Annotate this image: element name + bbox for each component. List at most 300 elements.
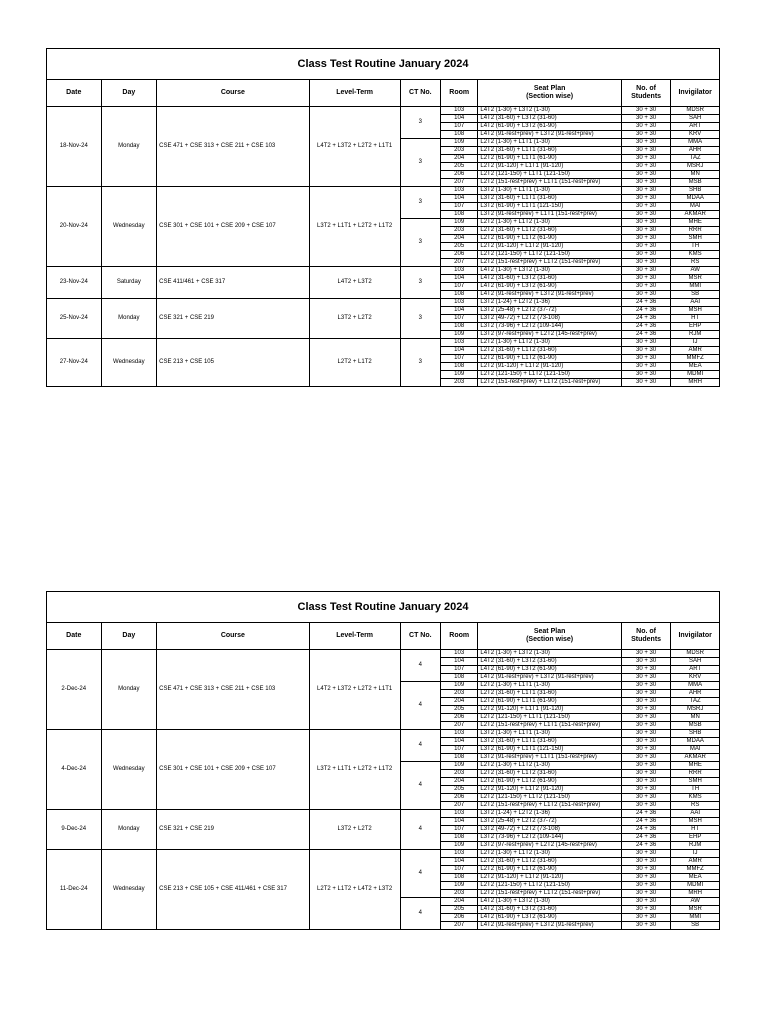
seat-plan-cell: L2T2 (121-150) + L1T2 (121-150) — [478, 371, 621, 379]
students-cell: 30 + 30 — [621, 115, 671, 123]
invigilator-cell: MMFZ — [671, 355, 720, 363]
table-row — [47, 187, 720, 195]
seat-plan-cell: L3T2 (1-24) + L2T2 (1-36) — [478, 299, 621, 307]
seat-plan-cell: L4T2 (91-rest+prev) + L3T2 (91-rest+prev) — [478, 674, 621, 682]
students-cell: 30 + 30 — [621, 283, 671, 291]
header-seat-plan: Seat Plan (Section wise) — [478, 623, 621, 650]
day-cell: Monday — [101, 650, 157, 730]
students-cell: 30 + 30 — [621, 650, 671, 658]
title-row — [47, 49, 720, 80]
seat-plan-cell: L2T2 (91-120) + L1T2 (91-120) — [478, 363, 621, 371]
students-cell: 30 + 30 — [621, 147, 671, 155]
date-cell: 25-Nov-24 — [47, 299, 102, 339]
students-cell: 30 + 30 — [621, 211, 671, 219]
students-cell: 24 + 36 — [621, 810, 671, 818]
seat-plan-cell: L2T2 (121-150) + L1T2 (121-150) — [478, 251, 621, 259]
invigilator-cell: RJM — [671, 842, 720, 850]
room-cell: 104 — [441, 818, 478, 826]
seat-plan-cell: L4T2 (1-30) + L3T2 (1-30) — [478, 107, 621, 115]
seat-plan-cell: L2T2 (151-rest+prev) + L1T1 (151-rest+prev) — [478, 722, 621, 730]
invigilator-cell: MAI — [671, 746, 720, 754]
seat-plan-cell: L2T2 (31-60) + L1T1 (31-60) — [478, 690, 621, 698]
ct-no-cell: 4 — [400, 730, 440, 762]
seat-plan-cell: L2T2 (31-60) + L1T2 (31-60) — [478, 858, 621, 866]
invigilator-cell: AHR — [671, 690, 720, 698]
title-row — [47, 592, 720, 623]
level-term-cell: L4T2 + L3T2 + L2T2 + L1T1 — [309, 107, 400, 187]
invigilator-cell: MRH — [671, 890, 720, 898]
date-cell: 20-Nov-24 — [47, 187, 102, 267]
seat-plan-cell: L2T2 (151-rest+prev) + L1T2 (151-rest+prev) — [478, 259, 621, 267]
invigilator-cell: AW — [671, 267, 720, 275]
header-row — [47, 80, 720, 107]
day-cell: Monday — [101, 299, 157, 339]
invigilator-cell: MSH — [671, 818, 720, 826]
room-cell: 206 — [441, 251, 478, 259]
room-cell: 205 — [441, 243, 478, 251]
seat-plan-cell: L3T2 (73-96) + L2T2 (109-144) — [478, 834, 621, 842]
room-cell: 107 — [441, 283, 478, 291]
level-term-cell: L4T2 + L3T2 + L2T2 + L1T1 — [309, 650, 400, 730]
students-cell: 30 + 30 — [621, 259, 671, 267]
students-cell: 30 + 30 — [621, 690, 671, 698]
ct-no-cell: 3 — [400, 219, 440, 267]
seat-plan-cell: L3T2 (97-rest+prev) + L2T2 (145-rest+prev) — [478, 331, 621, 339]
seat-plan-cell: L4T2 (61-90) + L3T2 (61-90) — [478, 123, 621, 131]
date-cell: 23-Nov-24 — [47, 267, 102, 299]
course-cell: CSE 321 + CSE 219 — [157, 810, 310, 850]
header-seat-plan: Seat Plan (Section wise) — [478, 80, 621, 107]
level-term-cell: L3T2 + L1T1 + L2T2 + L1T2 — [309, 730, 400, 810]
seat-plan-cell: L3T2 (25-48) + L2T2 (37-72) — [478, 307, 621, 315]
invigilator-cell: MMI — [671, 914, 720, 922]
invigilator-cell: IJ — [671, 850, 720, 858]
students-cell: 30 + 30 — [621, 762, 671, 770]
room-cell: 103 — [441, 810, 478, 818]
students-cell: 30 + 30 — [621, 658, 671, 666]
room-cell: 203 — [441, 147, 478, 155]
invigilator-cell: MSB — [671, 179, 720, 187]
room-cell: 107 — [441, 355, 478, 363]
invigilator-cell: MDMI — [671, 882, 720, 890]
seat-plan-cell: L3T2 (1-24) + L2T2 (1-36) — [478, 810, 621, 818]
students-cell: 30 + 30 — [621, 714, 671, 722]
level-term-cell: L2T2 + L1T2 — [309, 339, 400, 387]
room-cell: 107 — [441, 203, 478, 211]
seat-plan-cell: L3T2 (73-96) + L2T2 (109-144) — [478, 323, 621, 331]
seat-plan-cell: L2T2 (1-30) + L1T2 (1-30) — [478, 850, 621, 858]
room-cell: 203 — [441, 227, 478, 235]
seat-plan-cell: L3T2 (49-72) + L2T2 (73-108) — [478, 826, 621, 834]
table-title: Class Test Routine January 2024 — [47, 592, 720, 623]
students-cell: 30 + 30 — [621, 291, 671, 299]
room-cell: 204 — [441, 898, 478, 906]
students-cell: 30 + 30 — [621, 227, 671, 235]
room-cell: 109 — [441, 331, 478, 339]
room-cell: 109 — [441, 682, 478, 690]
students-cell: 30 + 30 — [621, 674, 671, 682]
header-room: Room — [441, 80, 478, 107]
students-cell: 30 + 30 — [621, 794, 671, 802]
room-cell: 104 — [441, 347, 478, 355]
students-cell: 30 + 30 — [621, 682, 671, 690]
students-cell: 30 + 30 — [621, 922, 671, 930]
students-cell: 30 + 30 — [621, 339, 671, 347]
room-cell: 103 — [441, 650, 478, 658]
date-cell: 2-Dec-24 — [47, 650, 102, 730]
students-cell: 30 + 30 — [621, 890, 671, 898]
seat-plan-cell: L2T2 (151-rest+prev) + L1T1 (151-rest+prev) — [478, 179, 621, 187]
students-cell: 30 + 30 — [621, 802, 671, 810]
header-invigilator: Invigilator — [671, 623, 720, 650]
invigilator-cell: ART — [671, 123, 720, 131]
header-date: Date — [47, 80, 102, 107]
students-cell: 30 + 30 — [621, 179, 671, 187]
room-cell: 104 — [441, 275, 478, 283]
header-ct-no: CT No. — [400, 80, 440, 107]
seat-plan-cell: L2T2 (91-120) + L1T1 (91-120) — [478, 163, 621, 171]
students-cell: 30 + 30 — [621, 379, 671, 387]
seat-plan-cell: L4T2 (61-90) + L3T2 (61-90) — [478, 666, 621, 674]
students-cell: 30 + 30 — [621, 882, 671, 890]
routine-sheet-2 — [46, 591, 720, 930]
students-cell: 30 + 30 — [621, 866, 671, 874]
invigilator-cell: MSB — [671, 722, 720, 730]
day-cell: Wednesday — [101, 339, 157, 387]
invigilator-cell: ART — [671, 666, 720, 674]
room-cell: 107 — [441, 123, 478, 131]
room-cell: 205 — [441, 706, 478, 714]
ct-no-cell: 3 — [400, 267, 440, 299]
students-cell: 30 + 30 — [621, 107, 671, 115]
header-ct-no: CT No. — [400, 623, 440, 650]
room-cell: 107 — [441, 666, 478, 674]
table-row — [47, 107, 720, 115]
room-cell: 206 — [441, 171, 478, 179]
table-row — [47, 730, 720, 738]
invigilator-cell: MSH — [671, 307, 720, 315]
students-cell: 30 + 30 — [621, 195, 671, 203]
seat-plan-cell: L2T2 (121-150) + L1T1 (121-150) — [478, 714, 621, 722]
invigilator-cell: RS — [671, 259, 720, 267]
students-cell: 24 + 36 — [621, 818, 671, 826]
students-cell: 30 + 30 — [621, 698, 671, 706]
invigilator-cell: HT — [671, 315, 720, 323]
invigilator-cell: MSRJ — [671, 163, 720, 171]
invigilator-cell: AHR — [671, 147, 720, 155]
seat-plan-cell: L2T2 (61-90) + L1T2 (61-90) — [478, 866, 621, 874]
students-cell: 24 + 36 — [621, 834, 671, 842]
date-cell: 18-Nov-24 — [47, 107, 102, 187]
invigilator-cell: KRV — [671, 131, 720, 139]
invigilator-cell: SMH — [671, 778, 720, 786]
day-cell: Saturday — [101, 267, 157, 299]
table-row — [47, 339, 720, 347]
seat-plan-cell: L4T2 (61-90) + L3T2 (61-90) — [478, 283, 621, 291]
students-cell: 30 + 30 — [621, 155, 671, 163]
students-cell: 30 + 30 — [621, 666, 671, 674]
seat-plan-cell: L2T2 (121-150) + L1T2 (121-150) — [478, 794, 621, 802]
level-term-cell: L2T2 + L1T2 + L4T2 + L3T2 — [309, 850, 400, 930]
invigilator-cell: AAI — [671, 299, 720, 307]
header-students: No. of Students — [621, 80, 671, 107]
seat-plan-cell: L2T2 (31-60) + L1T2 (31-60) — [478, 347, 621, 355]
seat-plan-cell: L3T2 (91-rest+prev) + L1T1 (151-rest+prev) — [478, 754, 621, 762]
seat-plan-cell: L2T2 (31-60) + L1T2 (31-60) — [478, 227, 621, 235]
seat-plan-cell: L3T2 (61-90) + L1T1 (121-150) — [478, 203, 621, 211]
invigilator-cell: MRH — [671, 379, 720, 387]
invigilator-cell: KRV — [671, 674, 720, 682]
room-cell: 109 — [441, 882, 478, 890]
students-cell: 24 + 36 — [621, 307, 671, 315]
course-cell: CSE 321 + CSE 219 — [157, 299, 310, 339]
invigilator-cell: MSR — [671, 906, 720, 914]
invigilator-cell: MAI — [671, 203, 720, 211]
students-cell: 30 + 30 — [621, 163, 671, 171]
level-term-cell: L3T2 + L2T2 — [309, 810, 400, 850]
header-date: Date — [47, 623, 102, 650]
room-cell: 204 — [441, 235, 478, 243]
ct-no-cell: 4 — [400, 850, 440, 898]
students-cell: 30 + 30 — [621, 347, 671, 355]
invigilator-cell: KMS — [671, 794, 720, 802]
seat-plan-cell: L2T2 (61-90) + L1T2 (61-90) — [478, 235, 621, 243]
table-row — [47, 299, 720, 307]
invigilator-cell: MDAA — [671, 738, 720, 746]
seat-plan-cell: L4T2 (1-30) + L3T2 (1-30) — [478, 267, 621, 275]
seat-plan-cell: L2T2 (31-60) + L1T2 (31-60) — [478, 770, 621, 778]
table-row — [47, 267, 720, 275]
room-cell: 205 — [441, 906, 478, 914]
invigilator-cell: MEA — [671, 363, 720, 371]
students-cell: 30 + 30 — [621, 131, 671, 139]
room-cell: 207 — [441, 722, 478, 730]
room-cell: 104 — [441, 658, 478, 666]
ct-no-cell: 3 — [400, 187, 440, 219]
course-cell: CSE 411/461 + CSE 317 — [157, 267, 310, 299]
invigilator-cell: EHP — [671, 834, 720, 842]
seat-plan-cell: L4T2 (91-rest+prev) + L3T2 (91-rest+prev) — [478, 922, 621, 930]
seat-plan-cell: L2T2 (151-rest+prev) + L1T2 (151-rest+prev) — [478, 890, 621, 898]
seat-plan-cell: L2T2 (121-150) + L1T1 (121-150) — [478, 171, 621, 179]
header-course: Course — [157, 80, 310, 107]
invigilator-cell: SMH — [671, 235, 720, 243]
day-cell: Wednesday — [101, 730, 157, 810]
header-students: No. of Students — [621, 623, 671, 650]
seat-plan-cell: L3T2 (1-30) + L1T1 (1-30) — [478, 187, 621, 195]
table-title: Class Test Routine January 2024 — [47, 49, 720, 80]
room-cell: 109 — [441, 371, 478, 379]
room-cell: 206 — [441, 714, 478, 722]
ct-no-cell: 4 — [400, 682, 440, 730]
invigilator-cell: RRR — [671, 227, 720, 235]
students-cell: 30 + 30 — [621, 251, 671, 259]
invigilator-cell: MDSR — [671, 650, 720, 658]
room-cell: 205 — [441, 786, 478, 794]
room-cell: 203 — [441, 770, 478, 778]
students-cell: 30 + 30 — [621, 355, 671, 363]
invigilator-cell: HT — [671, 826, 720, 834]
invigilator-cell: MMI — [671, 283, 720, 291]
students-cell: 30 + 30 — [621, 746, 671, 754]
routine-table — [46, 48, 720, 387]
students-cell: 30 + 30 — [621, 874, 671, 882]
ct-no-cell: 4 — [400, 650, 440, 682]
seat-plan-cell: L3T2 (31-60) + L1T1 (31-60) — [478, 195, 621, 203]
routine-table — [46, 591, 720, 930]
room-cell: 109 — [441, 139, 478, 147]
room-cell: 203 — [441, 379, 478, 387]
day-cell: Wednesday — [101, 850, 157, 930]
room-cell: 204 — [441, 698, 478, 706]
invigilator-cell: MMFZ — [671, 866, 720, 874]
students-cell: 30 + 30 — [621, 275, 671, 283]
students-cell: 30 + 30 — [621, 123, 671, 131]
ct-no-cell: 3 — [400, 299, 440, 339]
students-cell: 30 + 30 — [621, 738, 671, 746]
ct-no-cell: 4 — [400, 898, 440, 930]
header-room: Room — [441, 623, 478, 650]
invigilator-cell: SB — [671, 922, 720, 930]
header-day: Day — [101, 80, 157, 107]
students-cell: 30 + 30 — [621, 722, 671, 730]
invigilator-cell: IJ — [671, 339, 720, 347]
room-cell: 204 — [441, 155, 478, 163]
room-cell: 206 — [441, 914, 478, 922]
students-cell: 24 + 36 — [621, 323, 671, 331]
room-cell: 108 — [441, 754, 478, 762]
invigilator-cell: AW — [671, 898, 720, 906]
students-cell: 30 + 30 — [621, 730, 671, 738]
invigilator-cell: SB — [671, 291, 720, 299]
course-cell: CSE 213 + CSE 105 — [157, 339, 310, 387]
room-cell: 108 — [441, 834, 478, 842]
room-cell: 107 — [441, 826, 478, 834]
seat-plan-cell: L2T2 (91-120) + L1T1 (91-120) — [478, 706, 621, 714]
room-cell: 109 — [441, 842, 478, 850]
table-row — [47, 850, 720, 858]
date-cell: 9-Dec-24 — [47, 810, 102, 850]
room-cell: 103 — [441, 730, 478, 738]
seat-plan-cell: L4T2 (91-rest+prev) + L3T2 (91-rest+prev) — [478, 131, 621, 139]
routine-sheet-1 — [46, 48, 720, 387]
invigilator-cell: MMA — [671, 682, 720, 690]
day-cell: Monday — [101, 810, 157, 850]
seat-plan-cell: L2T2 (1-30) + L1T1 (1-30) — [478, 139, 621, 147]
room-cell: 203 — [441, 690, 478, 698]
students-cell: 30 + 30 — [621, 371, 671, 379]
invigilator-cell: TH — [671, 786, 720, 794]
seat-plan-cell: L2T2 (151-rest+prev) + L1T2 (151-rest+prev) — [478, 379, 621, 387]
level-term-cell: L3T2 + L1T1 + L2T2 + L1T2 — [309, 187, 400, 267]
invigilator-cell: SAH — [671, 658, 720, 666]
students-cell: 30 + 30 — [621, 243, 671, 251]
seat-plan-cell: L2T2 (61-90) + L1T1 (61-90) — [478, 155, 621, 163]
invigilator-cell: MSR — [671, 275, 720, 283]
invigilator-cell: MN — [671, 714, 720, 722]
header-level-term: Level-Term — [309, 80, 400, 107]
room-cell: 205 — [441, 163, 478, 171]
room-cell: 103 — [441, 267, 478, 275]
seat-plan-cell: L3T2 (49-72) + L2T2 (73-108) — [478, 315, 621, 323]
invigilator-cell: RS — [671, 802, 720, 810]
students-cell: 24 + 36 — [621, 299, 671, 307]
students-cell: 24 + 36 — [621, 842, 671, 850]
day-cell: Monday — [101, 107, 157, 187]
room-cell: 109 — [441, 219, 478, 227]
invigilator-cell: AMR — [671, 858, 720, 866]
invigilator-cell: SHB — [671, 187, 720, 195]
seat-plan-cell: L3T2 (31-60) + L1T1 (31-60) — [478, 738, 621, 746]
seat-plan-cell: L2T2 (151-rest+prev) + L1T2 (151-rest+prev) — [478, 802, 621, 810]
room-cell: 104 — [441, 195, 478, 203]
room-cell: 104 — [441, 115, 478, 123]
room-cell: 203 — [441, 890, 478, 898]
header-level-term: Level-Term — [309, 623, 400, 650]
students-cell: 24 + 36 — [621, 331, 671, 339]
seat-plan-cell: L4T2 (31-60) + L3T2 (31-60) — [478, 115, 621, 123]
invigilator-cell: AAI — [671, 810, 720, 818]
room-cell: 104 — [441, 307, 478, 315]
invigilator-cell: MSRJ — [671, 706, 720, 714]
room-cell: 207 — [441, 802, 478, 810]
seat-plan-cell: L2T2 (91-120) + L1T2 (91-120) — [478, 786, 621, 794]
students-cell: 30 + 30 — [621, 770, 671, 778]
students-cell: 30 + 30 — [621, 203, 671, 211]
invigilator-cell: MN — [671, 171, 720, 179]
students-cell: 24 + 36 — [621, 826, 671, 834]
room-cell: 104 — [441, 858, 478, 866]
seat-plan-cell: L2T2 (61-90) + L1T1 (61-90) — [478, 698, 621, 706]
seat-plan-cell: L4T2 (61-90) + L3T2 (61-90) — [478, 914, 621, 922]
students-cell: 30 + 30 — [621, 906, 671, 914]
table-row — [47, 810, 720, 818]
date-cell: 4-Dec-24 — [47, 730, 102, 810]
seat-plan-cell: L2T2 (121-150) + L1T2 (121-150) — [478, 882, 621, 890]
invigilator-cell: TH — [671, 243, 720, 251]
invigilator-cell: AMR — [671, 347, 720, 355]
invigilator-cell: RJM — [671, 331, 720, 339]
invigilator-cell: MEA — [671, 874, 720, 882]
students-cell: 24 + 36 — [621, 315, 671, 323]
invigilator-cell: SHB — [671, 730, 720, 738]
room-cell: 108 — [441, 211, 478, 219]
room-cell: 207 — [441, 179, 478, 187]
room-cell: 108 — [441, 674, 478, 682]
students-cell: 30 + 30 — [621, 850, 671, 858]
room-cell: 107 — [441, 746, 478, 754]
seat-plan-cell: L3T2 (61-90) + L1T1 (121-150) — [478, 746, 621, 754]
level-term-cell: L4T2 + L3T2 — [309, 267, 400, 299]
room-cell: 207 — [441, 259, 478, 267]
students-cell: 30 + 30 — [621, 267, 671, 275]
course-cell: CSE 301 + CSE 101 + CSE 209 + CSE 107 — [157, 730, 310, 810]
invigilator-cell: EHP — [671, 323, 720, 331]
seat-plan-cell: L3T2 (97-rest+prev) + L2T2 (145-rest+prev) — [478, 842, 621, 850]
room-cell: 108 — [441, 363, 478, 371]
seat-plan-cell: L3T2 (91-rest+prev) + L1T1 (151-rest+prev) — [478, 211, 621, 219]
room-cell: 108 — [441, 874, 478, 882]
room-cell: 103 — [441, 299, 478, 307]
invigilator-cell: TAZ — [671, 155, 720, 163]
students-cell: 30 + 30 — [621, 235, 671, 243]
invigilator-cell: TAZ — [671, 698, 720, 706]
students-cell: 30 + 30 — [621, 171, 671, 179]
invigilator-cell: RRR — [671, 770, 720, 778]
room-cell: 107 — [441, 866, 478, 874]
ct-no-cell: 3 — [400, 139, 440, 187]
ct-no-cell: 3 — [400, 339, 440, 387]
